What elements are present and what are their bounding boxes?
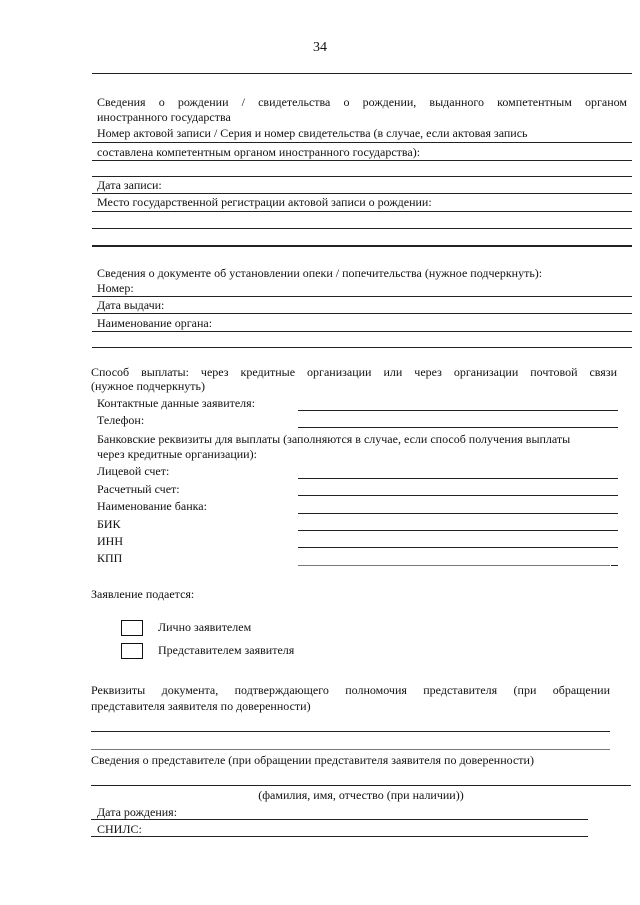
phone-label: Телефон: [97,413,145,427]
rep-document-line2: представителя заявителя по доверенности) [91,699,311,713]
rep-document-field-2[interactable] [91,749,610,750]
payment-method-line2: (нужное подчеркнуть) [91,379,205,393]
phone-field[interactable] [298,427,618,428]
rep-birth-date-field[interactable] [91,819,588,820]
birth-heading-line1: Сведения о рождении / свидетельства о рождении, выданного компетентным органом [97,95,627,109]
record-number-line[interactable] [92,142,632,143]
self-submission-label: Лично заявителем [158,620,252,634]
inn-label: ИНН [97,534,123,548]
bank-name-field[interactable] [298,513,618,514]
top-rule [92,73,632,74]
guardianship-authority-label: Наименование органа: [97,316,213,330]
self-submission-checkbox[interactable] [121,620,143,636]
birth-heading-line2: иностранного государства [97,110,231,124]
kpp-field-end [611,565,618,566]
record-number-field[interactable] [92,160,632,161]
bank-details-line1: Банковские реквизиты для выплаты (заполняются в случае, если способ получения выплаты [97,432,571,446]
kpp-field[interactable] [298,565,610,566]
bank-name-label: Наименование банка: [97,499,207,513]
guardianship-authority-field[interactable] [92,331,632,332]
kpp-label: КПП [97,551,123,565]
representative-submission-checkbox[interactable] [121,643,143,659]
rep-document-field[interactable] [91,731,610,732]
record-number-label-cont: составлена компетентным органом иностранного государства): [97,145,421,159]
settlement-account-label: Расчетный счет: [97,482,180,496]
record-number-label: Номер актовой записи / Серия и номер свидетельства (в случае, если актовая запись [97,126,528,140]
guardianship-authority-field-2[interactable] [92,347,632,348]
guardianship-heading: Сведения о документе об установлении опеки / попечительства (нужное подчеркнуть): [97,266,543,280]
rep-name-caption: (фамилия, имя, отчество (при наличии)) [258,788,464,802]
payment-method-line1: Способ выплаты: через кредитные организации или через организации почтовой связи [91,365,617,379]
bik-label: БИК [97,517,121,531]
rep-name-field[interactable] [91,785,631,786]
record-number-field-2[interactable] [92,176,632,177]
registration-place-field-2[interactable] [92,228,632,229]
guardianship-number-label: Номер: [97,281,134,295]
contacts-field[interactable] [298,410,618,411]
rep-snils-label: СНИЛС: [97,822,142,836]
rep-snils-field[interactable] [91,836,588,837]
bank-details-line2: через кредитные организации): [97,447,257,461]
rep-document-line1: Реквизиты документа, подтверждающего полномочия представителя (при обращении [91,683,610,697]
registration-place-field[interactable] [92,211,632,212]
birth-section-rule [92,245,632,247]
representative-submission-label: Представителем заявителя [158,643,295,657]
guardianship-number-field[interactable] [92,296,632,297]
registration-place-label: Место государственной регистрации актовой записи о рождении: [97,195,432,209]
page-number: 34 [313,40,327,55]
submission-heading: Заявление подается: [91,587,195,601]
guardianship-date-field[interactable] [92,313,632,314]
settlement-account-field[interactable] [298,495,618,496]
contacts-label: Контактные данные заявителя: [97,396,256,410]
rep-birth-date-label: Дата рождения: [97,805,178,819]
bik-field[interactable] [298,530,618,531]
record-date-label: Дата записи: [97,178,162,192]
personal-account-field[interactable] [298,478,618,479]
rep-info-heading: Сведения о представителе (при обращении представителя заявителя по доверенности) [91,753,534,767]
inn-field[interactable] [298,547,618,548]
personal-account-label: Лицевой счет: [97,464,170,478]
record-date-field[interactable] [92,193,632,194]
guardianship-date-label: Дата выдачи: [97,298,165,312]
